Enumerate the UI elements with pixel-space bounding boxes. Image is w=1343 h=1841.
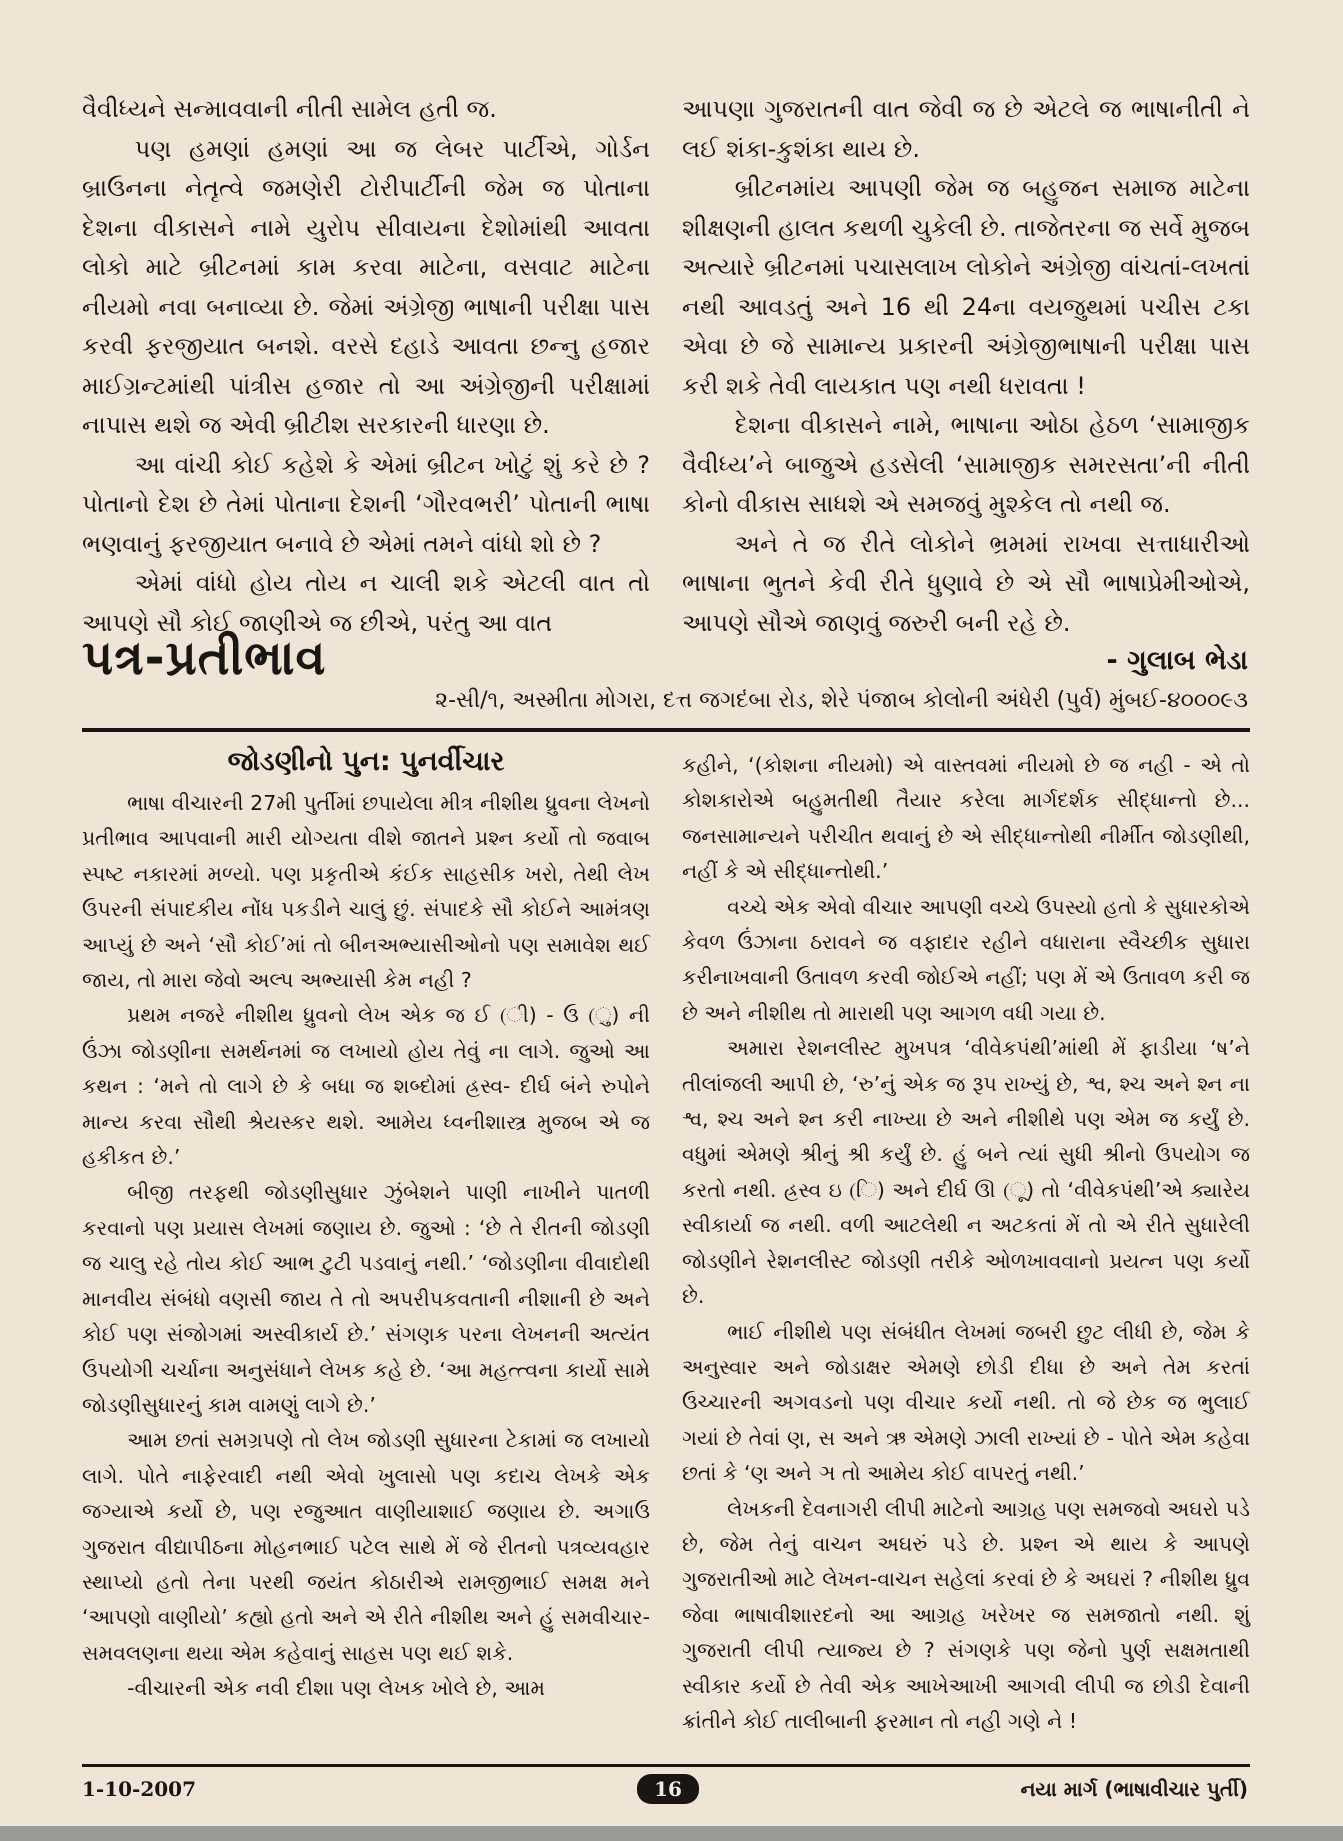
section-heading: પત્ર-પ્રતીભાવ <box>82 630 327 686</box>
paragraph: ભાઈ નીશીથે પણ સંબંધીત લેખમાં જબરી છુટ લીધી છે, જેમ કે અનુસ્વાર અને જોડાક્ષર એમણે છોડી દીધા છે અને તેમ કરતાં ઉચ્ચારની અગવડનો પણ વીચાર કર્યો નથી. તો જે છેક જ ભુલાઈ ગયાં છે તેવાં ણ, સ અને ઋ એમણે ઝાલી રાખ્યાં છે - પોતે એમ કહેવા છતાં કે ‘ણ અને ઞ તો આમેય કોઈ વાપરતું નથી.’ <box>682 1319 1250 1486</box>
top-left-column <box>82 90 650 643</box>
top-right-column <box>682 90 1250 643</box>
paragraph: આપણા ગુજરાતની વાત જેવી જ છે એટલે જ ભાષાનીતી ને લઈ શંકા-કુશંકા થાય છે. <box>682 95 1250 163</box>
paragraph: વૈવીધ્યને સન્માવવાની નીતી સામેલ હતી જ. <box>82 95 497 123</box>
paragraph: ભાષા વીચારની 27મી પુર્તીમાં છપાયેલા મીત્ર નીશીથ ધ્રુવના લેખનો પ્રતીભાવ આપવાની મારી યોગ્યતા વીશે જાતને પ્રશ્ન કર્યો તો જવાબ સ્પષ્ટ નકારમાં મળ્યો. પણ પ્રકૃતીએ કંઈક સાહસીક ખરો, તેથી લેખ ઉપરની સંપાદકીય નોંધ પકડીને ચાલું છું. સંપાદકે સૌ કોઈને આમંત્રણ આપ્યું છે અને ‘સૌ કોઈ’માં તો બીનઅભ્યાસીઓનો પણ સમાવેશ થઈ જાય, તો મારા જેવો અલ્પ અભ્યાસી કેમ નહી ? <box>82 791 650 993</box>
article-right-column <box>682 748 1250 1739</box>
paragraph: બ્રીટનમાંય આપણી જેમ જ બહુજન સમાજ માટેના શીક્ષણની હાલત કથળી ચુકેલી છે. તાજેતરના જ સર્વે મુજબ અત્યારે બ્રીટનમાં પચાસલાખ લોકોને અંગ્રેજી વાંચતાં-લખતાં નથી આવડતું અને 16 થી 24ના વયજુથમાં પચીસ ટકા એવા છે જે સામાન્ય પ્રકારની અંગ્રેજીભાષાની પરીક્ષા પાસ કરી શકે તેવી લાયકાત પણ નથી ધરાવતા ! <box>682 174 1250 400</box>
paragraph: અને તે જ રીતે લોકોને ભ્રમમાં રાખવા સત્તાધારીઓ ભાષાના ભુતને કેવી રીતે ધુણાવે છે એ સૌ ભાષાપ્રેમીઓએ, આપણે સૌએ જાણવું જરુરી બની રહે છે. <box>682 529 1250 637</box>
paragraph: દેશના વીકાસને નામે, ભાષાના ઓઠા હેઠળ ‘સામાજીક વૈવીધ્ય’ને બાજુએ હડસેલી ‘સામાજીક સમરસતા’ની નીતી કોનો વીકાસ સાધશે એ સમજવું મુશ્કેલ તો નથી જ. <box>682 411 1250 518</box>
paragraph: લેખકની દેવનાગરી લીપી માટેનો આગ્રહ પણ સમજવો અઘરો પડે છે, જેમ તેનું વાચન અઘરું પડે છે. પ્રશ્ન એ થાય કે આપણે ગુજરાતીઓ માટે લેખન-વાચન સહેલાં કરવાં છે કે અઘરાં ? નીશીથ ધ્રુવ જેવા ભાષાવીશારદનો આ આગ્રહ ખરેખર જ સમજાતો નથી. શું ગુજરાતી લીપી ત્યાજ્ય છે ? સંગણકે પણ જેનો પુર્ણ સક્ષમતાથી સ્વીકાર કર્યો છે તેવી એક આખેઆખી આગવી લીપી જ છોડી દેવાની ક્રાંતીને કોઈ તાલીબાની ફરમાન તો નહી ગણે ને ! <box>682 1496 1250 1733</box>
author-address: ૨-સી/૧, અસ્મીતા મોગરા, દત્ત જગદંબા રોડ, શેરે પંજાબ કોલોની અંધેરી (પુર્વ) મુંબઈ-૪૦૦૦૯૩ <box>435 688 1248 713</box>
article-title: જોડણીનો પુન: પુનર્વીચાર <box>227 746 505 777</box>
footer-divider <box>82 1764 1250 1767</box>
author-name: - ગુલાબ ભેડા <box>1106 645 1248 676</box>
article-left-column <box>82 744 650 1707</box>
section-divider <box>82 728 1250 732</box>
page-number: 16 <box>637 1774 699 1804</box>
paragraph: પ્રથમ નજરે નીશીથ ધ્રુવનો લેખ એક જ ઈ (ી) - ઉ (ુ) ની ઉંઝા જોડણીના સમર્થનમાં જ લખાયો હોય તેવું ના લાગે. જુઓ આ કથન : ‘મને તો લાગે છે કે બધા જ શબ્દોમાં હ્રસ્વ- દીર્ઘ બંને રુપોને માન્ય કરવા સૌથી શ્રેયસ્કર થશે. આમેય ધ્વનીશાસ્ત્ર મુજબ એ જ હકીકત છે.’ <box>82 1003 650 1170</box>
footer-date: 1-10-2007 <box>82 1777 197 1801</box>
scan-edge <box>0 1826 1343 1841</box>
paragraph: -વીચારની એક નવી દીશા પણ લેખક ખોલે છે, આમ <box>127 1676 545 1701</box>
paragraph: આમ છતાં સમગ્રપણે તો લેખ જોડણી સુધારના ટેકામાં જ લખાયો લાગે. પોતે નાફેરવાદી નથી એવો ખુલાસો પણ કદાચ લેખકે એક જગ્યાએ કર્યો છે, પણ રજુઆત વાણીયાશાઈ જણાય છે. અગાઉ ગુજરાત વીદ્યાપીઠના મોહનભાઈ પટેલ સાથે મેં જે રીતનો પત્રવ્યવહાર સ્થાપ્યો હતો તેના પરથી જયંત કોઠારીએ રામજીભાઈ સમક્ષ મને ‘આપણો વાણીયો’ કહ્યો હતો અને એ રીતે નીશીથ અને હું સમવીચાર-સમવલણના થયા એમ કહેવાનું સાહસ પણ થઈ શકે. <box>82 1428 650 1665</box>
paragraph: પણ હમણાં હમણાં આ જ લેબર પાર્ટીએ, ગોર્ડન બ્રાઉનના નેતૃત્વે જમણેરી ટોરીપાર્ટીની જેમ જ પોતાના દેશના વીકાસને નામે યુરોપ સીવાયના દેશોમાંથી આવતા લોકો માટે બ્રીટનમાં કામ કરવા માટેના, વસવાટ માટેના નીયમો નવા બનાવ્યા છે. જેમાં અંગ્રેજી ભાષાની પરીક્ષા પાસ કરવી ફરજીયાત બનશે. વરસે દહાડે આવતા છન્નુ હજાર માઈગ્રન્ટમાંથી પાંત્રીસ હજાર તો આ અંગ્રેજીની પરીક્ષામાં નાપાસ થશે જ એવી બ્રીટીશ સરકારની ધારણા છે. <box>82 134 650 439</box>
paragraph: વચ્ચે એક એવો વીચાર આપણી વચ્ચે ઉપસ્યો હતો કે સુધારકોએ કેવળ ઉંઝાના ઠરાવને જ વફાદાર રહીને વધારાના સ્વૈચ્છીક સુધારા કરીનાખવાની ઉતાવળ કરવી જોઈએ નહીં; પણ મેં એ ઉતાવળ કરી જ છે અને નીશીથ તો મારાથી પણ આગળ વધી ગયા છે. <box>682 894 1250 1025</box>
publication-name: નયા માર્ગ (ભાષાવીચાર પુર્તી) <box>1020 1777 1248 1801</box>
paragraph: અમારા રેશનલીસ્ટ મુખપત્ર ‘વીવેકપંથી’માંથી મેં ફાડીયા ‘ષ’ને તીલાંજલી આપી છે, ‘રુ’નું એક જ રૂપ રાખ્યું છે, શ્વ, શ્ચ અને શ્ન ના શ્વ, શ્ચ અને શ્ન કરી નાખ્યા છે અને નીશીથે પણ એમ જ કર્યું છે. વધુમાં એમણે શ્રીનું શ્રી કર્યું છે. હું બને ત્યાં સુધી શ્રીનો ઉપયોગ જ કરતો નથી. હ્રસ્વ ઇ (િ) અને દીર્ઘ ઊ (ૂ) તો ‘વીવેકપંથી’એ ક્યારેય સ્વીકાર્યા જ નથી. વળી આટલેથી ન અટકતાં મેં તો એ રીતે સુધારેલી જોડણીને રેશનલીસ્ટ જોડણી તરીકે ઓળખાવવાનો પ્રયત્ન પણ કર્યો છે. <box>682 1036 1250 1309</box>
paragraph: આ વાંચી કોઈ કહેશે કે એમાં બ્રીટન ખોટું શું કરે છે ? પોતાનો દેશ છે તેમાં પોતાના દેશની ‘ગૌરવભરી’ પોતાની ભાષા ભણવાનું ફરજીયાત બનાવે છે એમાં તમને વાંધો શો છે ? <box>82 450 650 558</box>
paragraph: બીજી તરફથી જોડણીસુધાર ઝુંબેશને પાણી નાખીને પાતળી કરવાનો પણ પ્રયાસ લેખમાં જણાય છે. જુઓ : ‘છે તે રીતની જોડણી જ ચાલુ રહે તોય કોઈ આભ ટુટી પડવાનું નથી.’ ‘જોડણીના વીવાદોથી માનવીય સંબંધો વણસી જાય તે તો અપરીપકવતાની નીશાની છે અને કોઈ પણ સંજોગમાં અસ્વીકાર્ય છે.’ સંગણક પરના લેખનની અત્યંત ઉપયોગી ચર્ચાના અનુસંધાને લેખક કહે છે. ‘આ મહત્ત્વના કાર્યો સામે જોડણીસુધારનું કામ વામણું લાગે છે.’ <box>82 1180 650 1417</box>
paragraph: કહીને, ‘(કોશના નીયમો) એ વાસ્તવમાં નીયમો છે જ નહી - એ તો કોશકારોએ બહુમતીથી તૈયાર કરેલા માર્ગદર્શક સીદ્ધાન્તો છે... જનસામાન્યને પરીચીત થવાનું છે એ સીદ્ધાન્તોથી નીર્મીત જોડણીથી, નહીં કે એ સીદ્ધાન્તોથી.’ <box>682 753 1250 884</box>
paragraph: એમાં વાંધો હોય તોય ન ચાલી શકે એટલી વાત તો આપણે સૌ કોઈ જાણીએ જ છીએ, પરંતુ આ વાત <box>82 569 650 637</box>
